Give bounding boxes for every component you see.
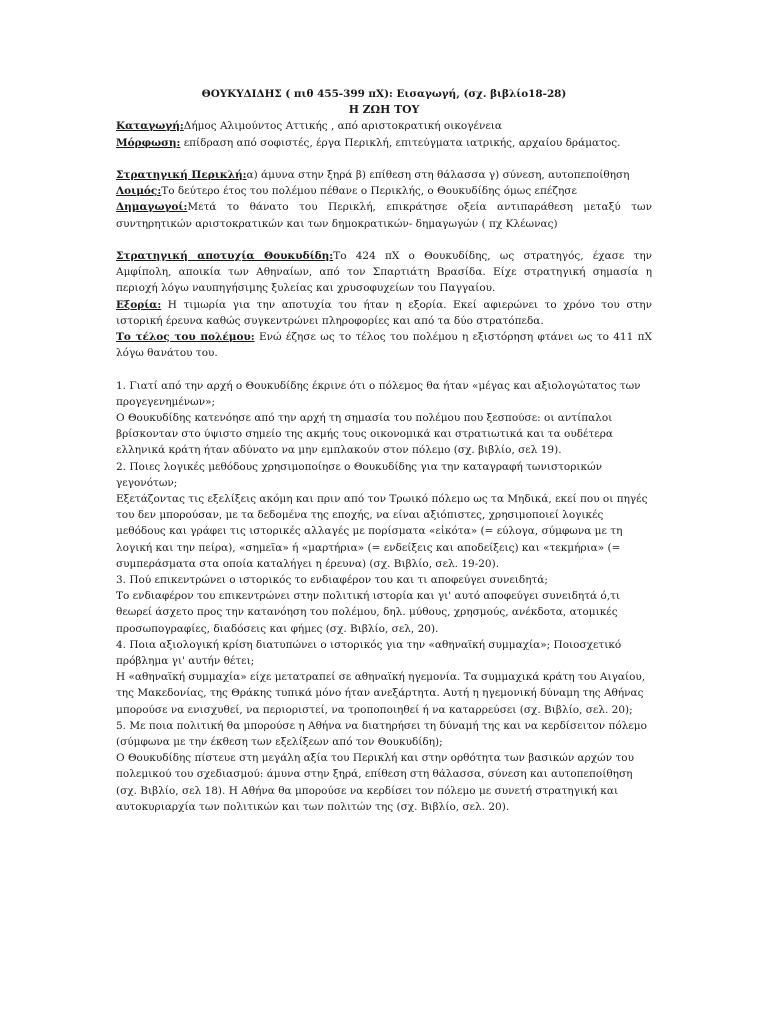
term-text: Η τιμωρία για την αποτυχία του ήταν η εξορία. Εκεί αφιερώνει το χρόνο του στην ιστορική έρευνα καθώς συγκεντρώνει πληροφορίες και από τα δύο στρατόπεδα. bbox=[116, 298, 652, 327]
answer-1: Ο Θουκυδίδης κατενόησε από την αρχή τη σημασία του πολέμου που ξεσπούσε: οι αντίπαλοι βρίσκονταν στο ύψιστο σημείο της ακμής τους οικονομικά και στρατιωτικά και τα ουδέτερα ελληνικά κράτη ήταν αδύνατο να μην εμπλακούν στον πόλεμο (σχ. βιβλίο, σελ 19). bbox=[116, 412, 613, 457]
paragraph bbox=[116, 248, 652, 297]
section-origin bbox=[116, 118, 652, 150]
paragraph bbox=[116, 167, 652, 183]
paragraph bbox=[116, 329, 652, 361]
term-label: Στρατηγική αποτυχία Θουκυδίδη: bbox=[116, 250, 334, 262]
paragraph bbox=[116, 135, 652, 151]
paragraph bbox=[116, 118, 652, 134]
answer-5: Ο Θουκυδίδης πίστευε στη μεγάλη αξία του Περικλή και στην ορθότητα των βασικών αρχών του πολεμικού του σχεδιασμού: άμυνα στην ξηρά, επίθεση στη θάλασσα, σύνεση και αυτοπεποίθηση (σχ. Βιβλίο, σελ 18). Η Αθήνα θα μπορούσε να κερδίσει τον πόλεμο με συνετή στρατηγική και αυτοκυριαρχία των πολιτικών και των πολιτών της (σχ. Βιβλίο, σελ. 20). bbox=[116, 752, 634, 813]
question-5: 5. Με ποια πολιτική θα μπορούσε η Αθήνα να διατηρήσει τη δύναμή της και να κερδίσειτον πόλεμο (σύμφωνα με την έκθεση των εξελίξεων από τον Θουκυδίδη); bbox=[116, 719, 647, 749]
section-war bbox=[116, 167, 652, 232]
question-1: 1. Γιατί από την αρχή ο Θουκυδίδης έκρινε ότι ο πόλεμος θα ήταν «μέγας και αξιολογώτατος των προγεγενημένων»; bbox=[116, 379, 641, 408]
term-text: Δήμος Αλιμούντος Αττικής , από αριστοκρατική οικογένεια bbox=[183, 120, 502, 133]
term-label: Καταγωγή: bbox=[116, 120, 184, 133]
term-text: Ενώ έζησε ως το τέλος του πολέμου η εξιστόρηση φτάνει ως το 411 πΧ λόγω θανάτου του. bbox=[116, 331, 652, 360]
term-text: Το δεύτερο έτος του πολέμου πέθανε ο Περικλής, ο Θουκυδίδης όμως επέζησε bbox=[161, 185, 577, 198]
term-text: Το 424 πΧ ο Θουκυδίδης, ως στρατηγός, έχασε την Αμφίπολη, αποικία των Αθηναίων, από τον Σπαρτιάτη Βρασίδα. Είχε στρατηγική σημασία η περιοχή λόγω ναυπηγήσιμης ξυλείας και χρυσοφυχείων του Παγγαίου. bbox=[116, 250, 652, 295]
term-text: α) άμυνα στην ξηρά β) επίθεση στη θάλασσα γ) σύνεση, αυτοπεποίθηση bbox=[246, 169, 630, 181]
term-label: Εξορία: bbox=[116, 298, 162, 311]
paragraph bbox=[116, 199, 652, 231]
term-text: Μετά το θάνατο του Περικλή, επικράτησε οξεία αντιπαράθεση μεταξύ των συντηρητικών αριστοκρατικών και των δημοκρατικών- δημαγωγών ( πχ Κλέωνας) bbox=[116, 201, 652, 230]
document-subtitle: Η ΖΩΗ ΤΟΥ bbox=[348, 103, 420, 117]
term-label: Λοιμός: bbox=[116, 185, 162, 198]
answer-4: Η «αθηναϊκή συμμαχία» είχε μετατραπεί σε αθηναϊκή ηγεμονία. Τα συμμαχικά κράτη του Αιγαίου, της Μακεδονίας, της Θράκης τυπικά μόνο ήταν ανεξάρτητα. Αυτή η ηγεμονική δύναμη της Αθήνας μπορούσε να ενισχυθεί, να περιοριστεί, να τροποποιηθεί ή να καταρρεύσει (σχ. Βιβλίο, σελ. 20); bbox=[116, 671, 646, 716]
document-page bbox=[116, 86, 652, 815]
question-4: 4. Ποια αξιολογική κρίση διατυπώνει ο ιστορικός για την «αθηναϊκή συμμαχία»; Ποιοσχετικό πρόβλημα γι' αυτήν θέτει; bbox=[116, 638, 622, 668]
term-label: Στρατηγική Περικλή: bbox=[116, 169, 247, 181]
answer-3: Το ενδιαφέρον του επικεντρώνει στην πολιτική ιστορία και γι' αυτό αποφεύγει συνειδητά ό,τι θεωρεί άσχετο προς την κατανόηση του πολέμου, δηλ. μύθους, χρησμούς, ανέκδοτα, ατομικές προσωπογραφίες, διαδόσεις και φήμες (σχ. Βιβλίο, σελ, 20). bbox=[116, 590, 621, 635]
document-title: ΘΟΥΚΥΔΙΔΗΣ ( πιθ 455-399 πΧ): Εισαγωγή, (σχ. βιβλίο18-28) bbox=[201, 88, 567, 100]
paragraph bbox=[116, 297, 652, 329]
paragraph bbox=[116, 183, 652, 199]
term-label: Μόρφωση: bbox=[116, 136, 181, 149]
question-2: 2. Ποιες λογικές μεθόδους χρησιμοποίησε ο Θουκυδίδης για την καταγραφή τωνιστορικών γεγονότων; bbox=[116, 460, 603, 489]
term-text: επίδραση από σοφιστές, έργα Περικλή, επιτεύγματα ιατρικής, αρχαίου δράματος. bbox=[180, 136, 621, 149]
question-3: 3. Πού επικεντρώνει ο ιστορικός το ενδιαφέρον του και τι αποφεύγει συνειδητά; bbox=[116, 574, 548, 587]
questions-section bbox=[116, 378, 652, 815]
answer-2: Εξετάζοντας τις εξελίξεις ακόμη και πριν από τον Τρωικό πόλεμο ως τα Μηδικά, εκεί που οι πηγές του δεν μπορούσαν, με τα δεδομένα της εποχής, να είναι αξιόπιστες, χρησιμοποιεί λογικές μεθόδους και γράφει τις ιστορικές αλλαγές με πορίσματα «εἰκότα» (= εύλογα, σύμφωνα με τη λογική και την πείρα), «σημεῖα» ή «μαρτήρια» (= ενδείξεις και αποδείξεις) και «τεκμήρια» (= συμπεράσματα στα οποία καταλήγει η έρευνα) (σχ. Βιβλίο, σελ. 19-20). bbox=[116, 493, 648, 570]
section-exile bbox=[116, 248, 652, 361]
term-label: Το τέλος του πολέμου: bbox=[116, 331, 255, 344]
term-label: Δημαγωγοί: bbox=[116, 201, 188, 214]
